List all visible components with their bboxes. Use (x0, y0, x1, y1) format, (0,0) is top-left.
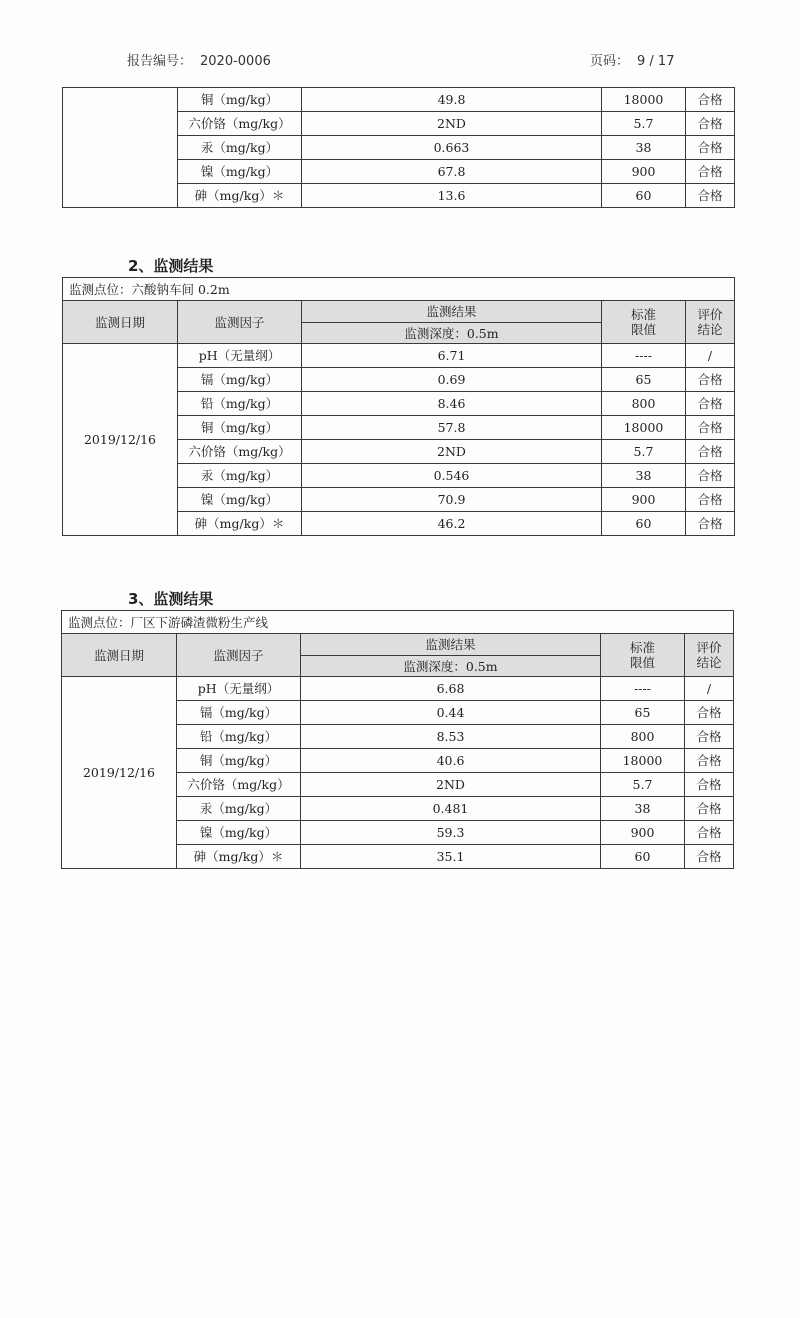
header-factor: 监测因子 (177, 634, 301, 677)
limit-cell: 18000 (602, 88, 686, 112)
factor-cell: 镍（mg/kg） (177, 821, 301, 845)
result-cell: 6.68 (301, 677, 601, 701)
location-row (62, 611, 734, 634)
conclusion-cell: 合格 (686, 416, 735, 440)
date-cell (63, 88, 178, 208)
section-3-title: 3、监测结果 (128, 590, 214, 608)
results-table-2 (62, 277, 735, 536)
page-number (590, 50, 682, 69)
conclusion-cell: 合格 (685, 797, 734, 821)
conclusion-cell: 合格 (686, 112, 735, 136)
header-standard-line1: 标准 (629, 640, 655, 655)
factor-cell: 镍（mg/kg） (178, 488, 302, 512)
header-standard (601, 634, 685, 677)
header-date: 监测日期 (63, 301, 178, 344)
conclusion-cell: / (686, 344, 735, 368)
factor-cell: 镉（mg/kg） (178, 368, 302, 392)
limit-cell: 38 (602, 136, 686, 160)
report-number-label: 报告编号： (127, 54, 193, 69)
date-cell: 2019/12/16 (63, 344, 178, 536)
limit-cell: 900 (601, 821, 685, 845)
conclusion-cell: 合格 (685, 725, 734, 749)
conclusion-cell: 合格 (685, 821, 734, 845)
factor-cell: 铜（mg/kg） (177, 749, 301, 773)
header-row (62, 634, 734, 656)
limit-cell: ---- (602, 344, 686, 368)
limit-cell: 60 (602, 184, 686, 208)
header-depth: 监测深度：0.5m (302, 323, 602, 344)
results-table-3 (61, 610, 734, 869)
result-cell: 35.1 (301, 845, 601, 869)
result-cell: 40.6 (301, 749, 601, 773)
factor-cell: 铜（mg/kg） (178, 88, 302, 112)
result-cell: 8.53 (301, 725, 601, 749)
limit-cell: 800 (602, 392, 686, 416)
limit-cell: 5.7 (601, 773, 685, 797)
result-cell: 0.69 (302, 368, 602, 392)
header-evaluation-line1: 评价 (697, 307, 723, 322)
factor-cell: 六价铬（mg/kg） (178, 440, 302, 464)
table-row (63, 344, 735, 368)
factor-cell: 汞（mg/kg） (178, 464, 302, 488)
conclusion-cell: 合格 (686, 136, 735, 160)
conclusion-cell: 合格 (686, 464, 735, 488)
page-number-label: 页码： (590, 54, 630, 69)
page-number-value: 9 / 17 (637, 54, 675, 69)
result-cell: 0.44 (301, 701, 601, 725)
factor-cell: 镉（mg/kg） (177, 701, 301, 725)
date-cell: 2019/12/16 (62, 677, 177, 869)
conclusion-cell: 合格 (686, 512, 735, 536)
conclusion-cell: 合格 (685, 749, 734, 773)
conclusion-cell: 合格 (686, 392, 735, 416)
location-row (63, 278, 735, 301)
header-evaluation (686, 301, 735, 344)
factor-cell: 铅（mg/kg） (177, 725, 301, 749)
conclusion-cell: / (685, 677, 734, 701)
conclusion-cell: 合格 (685, 773, 734, 797)
header-date: 监测日期 (62, 634, 177, 677)
limit-cell: ---- (601, 677, 685, 701)
factor-cell: 砷（mg/kg）＊ (178, 512, 302, 536)
header-result: 监测结果 (302, 301, 602, 323)
factor-cell: 铅（mg/kg） (178, 392, 302, 416)
header-evaluation-line2: 结论 (696, 655, 722, 670)
factor-cell: 镍（mg/kg） (178, 160, 302, 184)
header-evaluation-line1: 评价 (696, 640, 722, 655)
table-row (62, 677, 734, 701)
factor-cell: pH（无量纲） (178, 344, 302, 368)
factor-cell: 汞（mg/kg） (178, 136, 302, 160)
header-standard-line1: 标准 (630, 307, 656, 322)
limit-cell: 5.7 (602, 112, 686, 136)
report-number-value: 2020-0006 (200, 54, 271, 69)
continuation-table (62, 87, 735, 208)
result-cell: 70.9 (302, 488, 602, 512)
header-depth: 监测深度：0.5m (301, 656, 601, 677)
result-cell: 59.3 (301, 821, 601, 845)
limit-cell: 65 (602, 368, 686, 392)
limit-cell: 38 (602, 464, 686, 488)
header-result: 监测结果 (301, 634, 601, 656)
result-cell: 6.71 (302, 344, 602, 368)
factor-cell: 六价铬（mg/kg） (177, 773, 301, 797)
limit-cell: 65 (601, 701, 685, 725)
limit-cell: 5.7 (602, 440, 686, 464)
conclusion-cell: 合格 (686, 440, 735, 464)
limit-cell: 38 (601, 797, 685, 821)
header-standard-line2: 限值 (629, 655, 655, 670)
result-cell: 2ND (301, 773, 601, 797)
factor-cell: 铜（mg/kg） (178, 416, 302, 440)
result-cell: 49.8 (302, 88, 602, 112)
result-cell: 57.8 (302, 416, 602, 440)
limit-cell: 800 (601, 725, 685, 749)
section-2-title: 2、监测结果 (128, 257, 214, 275)
conclusion-cell: 合格 (686, 368, 735, 392)
header-evaluation (685, 634, 734, 677)
conclusion-cell: 合格 (686, 88, 735, 112)
report-number (127, 50, 279, 69)
header-standard-line2: 限值 (630, 322, 656, 337)
limit-cell: 60 (602, 512, 686, 536)
header-standard (602, 301, 686, 344)
conclusion-cell: 合格 (685, 701, 734, 725)
limit-cell: 60 (601, 845, 685, 869)
location-cell: 监测点位：六酸钠车间 0.2m (63, 278, 735, 301)
result-cell: 0.663 (302, 136, 602, 160)
limit-cell: 900 (602, 488, 686, 512)
limit-cell: 18000 (601, 749, 685, 773)
factor-cell: 六价铬（mg/kg） (178, 112, 302, 136)
location-cell: 监测点位：厂区下游磷渣微粉生产线 (62, 611, 734, 634)
conclusion-cell: 合格 (685, 845, 734, 869)
result-cell: 67.8 (302, 160, 602, 184)
factor-cell: 汞（mg/kg） (177, 797, 301, 821)
conclusion-cell: 合格 (686, 184, 735, 208)
result-cell: 2ND (302, 440, 602, 464)
factor-cell: 砷（mg/kg）＊ (177, 845, 301, 869)
result-cell: 13.6 (302, 184, 602, 208)
result-cell: 8.46 (302, 392, 602, 416)
result-cell: 2ND (302, 112, 602, 136)
table-row (63, 88, 735, 112)
factor-cell: pH（无量纲） (177, 677, 301, 701)
conclusion-cell: 合格 (686, 160, 735, 184)
result-cell: 46.2 (302, 512, 602, 536)
conclusion-cell: 合格 (686, 488, 735, 512)
limit-cell: 18000 (602, 416, 686, 440)
limit-cell: 900 (602, 160, 686, 184)
header-row (63, 301, 735, 323)
result-cell: 0.546 (302, 464, 602, 488)
factor-cell: 砷（mg/kg）＊ (178, 184, 302, 208)
header-factor: 监测因子 (178, 301, 302, 344)
result-cell: 0.481 (301, 797, 601, 821)
header-evaluation-line2: 结论 (697, 322, 723, 337)
